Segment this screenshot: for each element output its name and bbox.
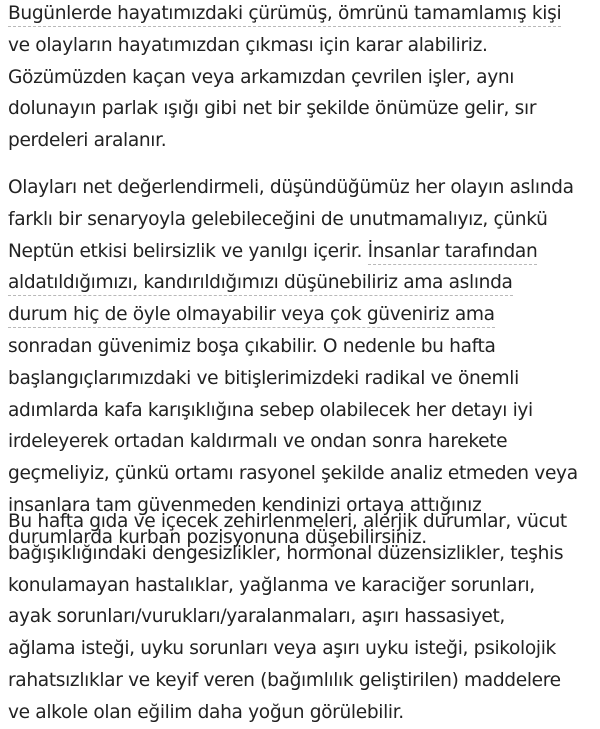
highlighted-text: aldatıldığımızı, kandırıldığımızı düşünebiliriz ama aslında [8, 271, 513, 296]
paragraph-2 [8, 172, 598, 554]
highlighted-text: durum hiç de öyle olmayabilir veya çok güveniriz ama [8, 303, 495, 328]
text-line: durumlarda kurban pozisyonuna düşebilirsiniz. [8, 526, 427, 548]
text-line: rahatsızlıklar ve keyif veren (bağımlılık geliştirilen) maddelere [8, 669, 561, 691]
text-line [8, 299, 598, 331]
text-line: sonradan güvenimiz boşa çıkabilir. O nedenle bu hafta [8, 335, 496, 357]
text-line: geçmeliyiz, çünkü ortamı rasyonel şekilde analiz etmeden veya [8, 463, 578, 485]
text-line: dolunayın parlak ışığı gibi net bir şekilde önümüze gelir, sır [8, 98, 537, 120]
paragraph-1 [8, 0, 598, 157]
text-line: Gözümüzden kaçan veya arkamızdan çevrilen işler, aynı [8, 66, 515, 88]
text-line: irdeleyerek ortadan kaldırmalı ve ondan sonra harekete [8, 431, 508, 453]
highlighted-text: Bugünlerde hayatımızdaki çürümüş, ömrünü tamamlamış kişi [8, 2, 561, 27]
text-line [8, 267, 598, 299]
text-line [8, 236, 598, 268]
text-line: Olayları net değerlendirmeli, düşündüğümüz her olayın aslında [8, 177, 574, 198]
text-line: ve alkole olan eğilim daha yoğun görülebilir. [8, 701, 404, 723]
paragraph-3 [8, 506, 598, 729]
text-line: ağlama isteği, uyku sorunları veya aşırı uyku isteği, psikolojik [8, 638, 556, 660]
text-line: başlangıçlarımızdaki ve bitişlerimizdeki radikal ve önemli [8, 367, 519, 389]
text-line: insanlara tam güvenmeden kendinizi ortaya attığınız [8, 494, 482, 516]
text-line: Bu hafta gıda ve içecek zehirlenmeleri, alerjik durumlar, vücut [8, 511, 567, 532]
text-line: ve olayların hayatımızdan çıkması için karar alabiliriz. [8, 34, 488, 56]
text-line: farklı bir senaryoyla gelebileceğini de unutmamalıyız, çünkü [8, 208, 548, 230]
text-segment: Neptün etkisi belirsizlik ve yanılgı içerir. [8, 240, 363, 262]
highlighted-text: İnsanlar tarafından [368, 240, 538, 265]
text-line: perdeleri aralanır. [8, 130, 167, 152]
text-line: adımlarda kafa karışıklığına sebep olabilecek her detayı iyi [8, 399, 533, 421]
text-line [8, 0, 598, 30]
text-line: bağışıklığındaki dengesizlikler, hormonal düzensizlikler, teşhis [8, 542, 564, 564]
text-line: ayak sorunları/vurukları/yaralanmaları, aşırı hassasiyet, [8, 606, 505, 628]
text-line: konulamayan hastalıklar, yağlanma ve karaciğer sorunları, [8, 574, 535, 596]
